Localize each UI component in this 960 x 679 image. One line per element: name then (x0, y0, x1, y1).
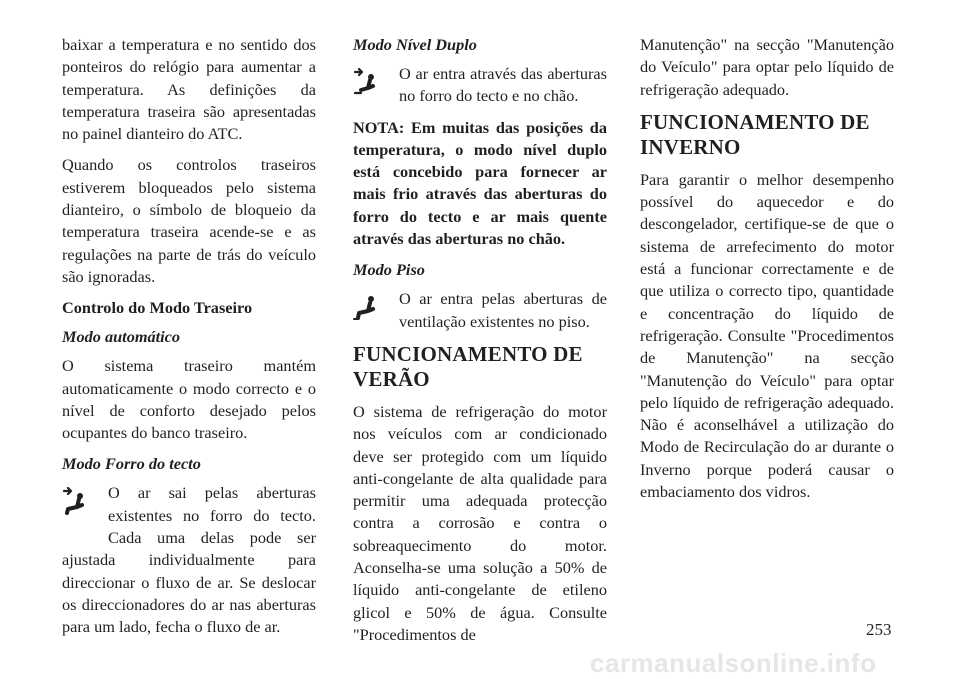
seated-person-bilevel-icon (353, 63, 399, 101)
floor-mode-block (353, 288, 607, 333)
roof-mode-block (62, 482, 316, 647)
seated-person-floor-icon (353, 288, 399, 326)
heading-winter-operation: FUNCIONAMENTO DE INVERNO (640, 109, 870, 159)
heading-summer-operation: FUNCIONAMENTO DE VERÃO (353, 341, 583, 391)
paragraph-summer-cont: Manutenção" na secção "Manutenção do Veículo" para optar pelo líquido de refrigeração adequado. (640, 35, 894, 99)
heading-auto-mode: Modo automático (62, 327, 181, 347)
paragraph-summer-operation: O sistema de refrigeração do motor nos veículos com ar condicionado deve ser protegido com um líquido anti-congelante de alta qualidade para permitir uma adequada protecção contra a corrosão e contra o sobreaquecimento do motor. Aconselha-se uma solução a 50% de líquido anti-congelante de etileno glicol e 50% de água. Consulte "Procedimentos de (353, 401, 607, 644)
heading-roof-mode: Modo Forro do tecto (62, 454, 201, 474)
paragraph-winter-operation: Para garantir o melhor desempenho possível do aquecedor e do descongelador, certifique-se de que o sistema de arrefecimento do motor está a funcionar correctamente e de que utiliza o correcto tipo, quantidade e concentração do líquido de refrigeração. Consulte "Procedimentos de Manutenção" na secção "Manutenção do Veículo" para optar pelo líquido de refrigeração adequado. Não é aconselhável a utilização do Modo de Recirculação do ar durante o Inverno porque poderá causar o embaciamento dos vidros. (640, 169, 894, 502)
column-middle (353, 34, 607, 655)
paragraph-roof-mode: O ar sai pelas aberturas existentes no forro do tecto. Cada uma delas pode ser ajustada individualmente para direccionar o fluxo de ar. Se deslocar os direccionadores do ar nas aberturas para um lado, fecha o fluxo de ar. (62, 483, 316, 637)
paragraph-dual-mode: O ar entra através das aberturas no forro do tecto e no chão. (399, 64, 607, 106)
paragraph-floor-mode: O ar entra pelas aberturas de ventilação existentes no piso. (399, 289, 607, 331)
dual-mode-block (353, 63, 607, 108)
watermark: carmanualsonline.info (590, 648, 877, 678)
heading-dual-mode: Modo Nível Duplo (353, 35, 477, 54)
heading-rear-mode-control: Controlo do Modo Traseiro (62, 298, 253, 318)
page-number: 253 (866, 620, 892, 639)
paragraph-temperature-cont: baixar a temperatura e no sentido dos ponteiros do relógio para aumentar a temperatura. As definições da temperatura traseira são apresentadas no painel dianteiro do ATC. (62, 35, 316, 144)
column-left (62, 34, 316, 648)
seated-person-roof-vent-icon (62, 482, 108, 527)
column-right (640, 34, 894, 512)
note-dual-mode: NOTA: Em muitas das posições da temperatura, o modo nível duplo está concebido para fornecer ar mais frio através das aberturas do forro do tecto e ar mais quente através das aberturas no chão. (353, 117, 607, 249)
paragraph-auto-mode: O sistema traseiro mantém automaticamente o modo correcto e o nível de conforto desejado pelos ocupantes do banco traseiro. (62, 356, 316, 443)
paragraph-rear-lock: Quando os controlos traseiros estiverem bloqueados pelo sistema dianteiro, o símbolo de bloqueio da temperatura traseira acende-se e as regulações na parte de trás do veículo são ignoradas. (62, 155, 316, 286)
heading-floor-mode: Modo Piso (353, 260, 425, 280)
